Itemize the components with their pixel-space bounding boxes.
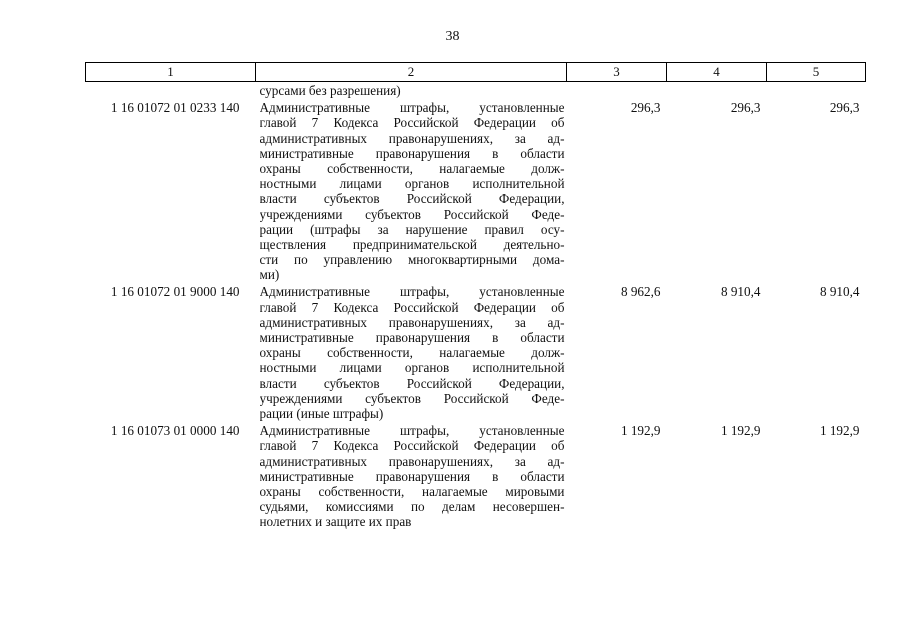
table-header-row — [86, 63, 866, 82]
budget-table — [85, 62, 866, 531]
value-col3: 8 962,6 — [620, 284, 661, 300]
description-line: ностными лицами органов исполнительной — [259, 176, 565, 192]
continuation-row — [86, 82, 866, 101]
description-line: рации (иные штрафы) — [259, 405, 384, 421]
revenue-code: 1 16 01072 01 9000 140 — [110, 284, 240, 300]
description-line: министративные правонарушения в области — [259, 145, 565, 161]
value-col4: 8 910,4 — [720, 284, 761, 300]
value-col3: 1 192,9 — [620, 423, 661, 439]
description-line: административных правонарушениях, за ад- — [259, 130, 565, 146]
description-line: судьями, комиссиями по делам несовершен- — [259, 499, 565, 515]
description-line: Административные штрафы, установленные — [259, 100, 565, 116]
value-col4: 1 192,9 — [720, 423, 761, 439]
column-header-2: 2 — [256, 63, 567, 82]
description-line: ностными лицами органов исполнительной — [259, 360, 565, 376]
description-line: нолетних и защите их прав — [259, 514, 412, 530]
description-line: охраны собственности, налагаемые долж- — [259, 160, 565, 176]
column-header-4: 4 — [667, 63, 767, 82]
table-row — [86, 284, 866, 423]
description-line: учреждениями субъектов Российской Феде- — [259, 390, 565, 406]
continuation-description — [256, 82, 567, 101]
description-line: охраны собственности, налагаемые мировыми — [259, 483, 565, 499]
revenue-description — [256, 100, 567, 284]
description-line: административных правонарушениях, за ад- — [259, 453, 565, 469]
column-header-3: 3 — [567, 63, 667, 82]
revenue-code: 1 16 01072 01 0233 140 — [110, 100, 240, 116]
description-line: Административные штрафы, установленные — [259, 284, 565, 300]
revenue-description — [256, 284, 567, 423]
page-number: 38 — [445, 29, 460, 44]
description-line: рации (штрафы за нарушение правил осу- — [259, 221, 565, 237]
value-col3: 296,3 — [630, 100, 661, 116]
description-line: сти по управлению многоквартирными дома- — [259, 252, 565, 268]
description-line: главой 7 Кодекса Российской Федерации об — [259, 299, 565, 315]
description-line: административных правонарушениях, за ад- — [259, 314, 565, 330]
description-line: главой 7 Кодекса Российской Федерации об — [259, 438, 565, 454]
column-header-1: 1 — [86, 63, 256, 82]
value-col5: 8 910,4 — [819, 284, 860, 300]
description-line: ми) — [259, 267, 280, 283]
column-header-5: 5 — [767, 63, 866, 82]
revenue-code: 1 16 01073 01 0000 140 — [110, 423, 240, 439]
description-line: министративные правонарушения в области — [259, 330, 565, 345]
description-line: охраны собственности, налагаемые долж- — [259, 345, 565, 361]
description-line: сурсами без разрешения) — [259, 83, 401, 98]
value-col5: 296,3 — [829, 100, 860, 116]
description-line: власти субъектов Российской Федерации, — [259, 375, 565, 391]
table-row — [86, 423, 866, 531]
description-line: учреждениями субъектов Российской Феде- — [259, 206, 565, 222]
table-row — [86, 100, 866, 284]
description-line: главой 7 Кодекса Российской Федерации об — [259, 115, 565, 131]
description-line: министративные правонарушения в области — [259, 468, 565, 484]
description-line: Административные штрафы, установленные — [259, 423, 565, 439]
value-col4: 296,3 — [730, 100, 761, 116]
value-col5: 1 192,9 — [819, 423, 860, 439]
revenue-description — [256, 423, 567, 531]
description-line: ществления предпринимательской деятельно- — [259, 236, 565, 252]
description-line: власти субъектов Российской Федерации, — [259, 191, 565, 207]
